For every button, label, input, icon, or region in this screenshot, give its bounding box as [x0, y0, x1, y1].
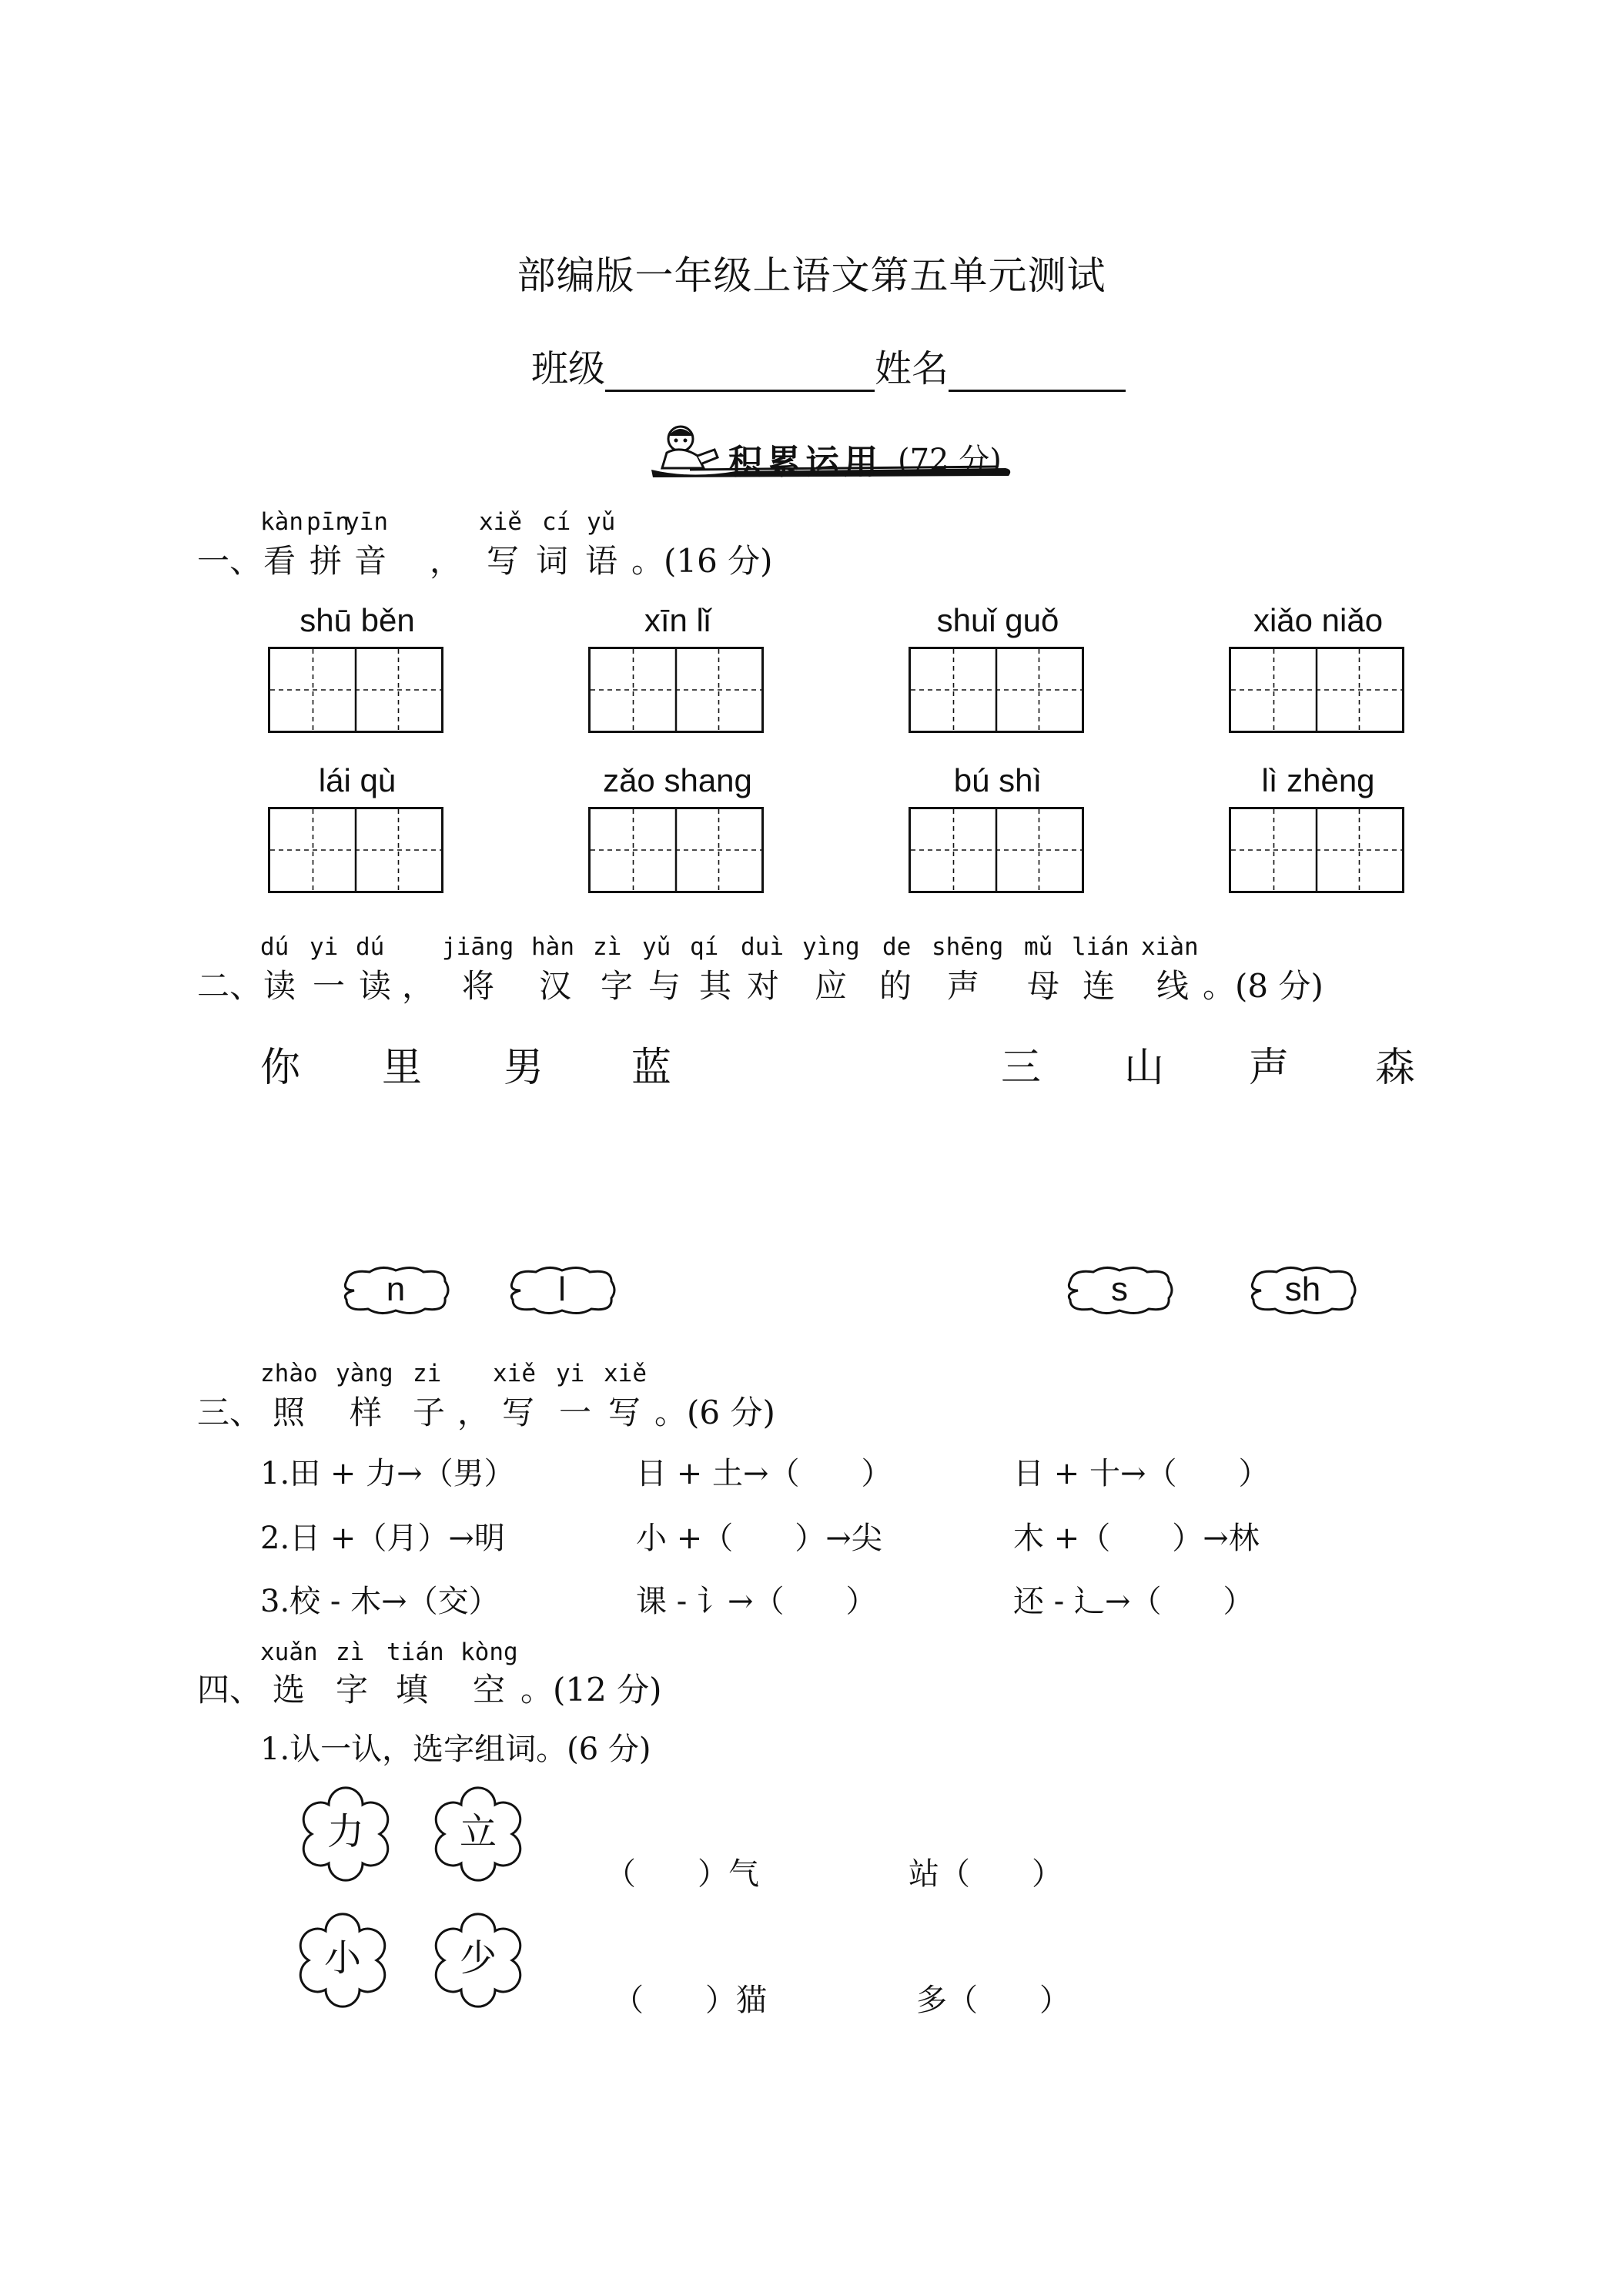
example-item: 2.日 +（月）→明	[260, 1521, 505, 1556]
fill-item[interactable]: 日 + 十→（ ）	[1013, 1456, 1270, 1491]
q1-pinyin: cí	[542, 508, 571, 536]
banner-score: (72 分)	[898, 443, 1002, 478]
flower-char: 小	[323, 1936, 361, 1980]
fill-item[interactable]: 小 +（ ）→尖	[636, 1521, 882, 1556]
q4-pinyin: kòng	[460, 1638, 518, 1666]
q1-word-pinyin: xiǎo niǎo	[1253, 602, 1384, 638]
q2-pinyin: xiàn	[1141, 933, 1199, 961]
q3-char: 一	[559, 1394, 592, 1431]
q4-char: 空	[473, 1671, 506, 1709]
match-char[interactable]: 三	[1001, 1045, 1042, 1091]
match-char[interactable]: 山	[1124, 1045, 1165, 1091]
q2-pinyin: lián	[1072, 933, 1129, 961]
q2-char: 与	[648, 967, 681, 1005]
q2-char: 汉	[539, 967, 572, 1005]
q2-char: 读	[359, 967, 392, 1005]
q3-points: 。(6 分)	[654, 1394, 775, 1431]
q2-char: 线	[1156, 967, 1190, 1005]
q1-char: 音	[354, 542, 387, 580]
q4-char: 字	[336, 1671, 369, 1709]
q2-pinyin: qí	[690, 933, 719, 961]
char-flower[interactable]	[430, 1786, 527, 1882]
fill-item[interactable]: 课 - 讠→（ ）	[636, 1584, 877, 1619]
q1-word-pinyin: bú shì	[953, 762, 1042, 798]
q2-pinyin: yǔ	[642, 933, 671, 961]
q2-char: 对	[747, 967, 780, 1005]
char-flower[interactable]	[430, 1913, 527, 2008]
match-char[interactable]: 男	[504, 1045, 544, 1091]
writing-grid[interactable]	[1229, 807, 1404, 893]
writing-grid[interactable]	[268, 807, 443, 893]
q1-pinyin: pīn	[306, 508, 350, 536]
class-blank[interactable]	[605, 350, 875, 392]
writing-grid[interactable]	[909, 647, 1084, 733]
q1-word-pinyin: lì zhèng	[1261, 762, 1375, 798]
q4-char: 选	[273, 1671, 306, 1709]
q2-number: 二、	[197, 967, 263, 1005]
initial-bubble[interactable]	[1246, 1263, 1360, 1318]
q1-char: 看	[263, 542, 296, 580]
q2-char: 字	[601, 967, 634, 1005]
q4-subquestion: 1.认一认，选字组词。(6 分)	[260, 1732, 651, 1767]
initial-label: n	[386, 1270, 406, 1308]
q3-pinyin: yi	[556, 1360, 585, 1387]
flower-char: 少	[459, 1936, 497, 1980]
initial-label: l	[558, 1270, 566, 1308]
child-mascot-icon	[662, 427, 718, 468]
q2-char: 母	[1027, 967, 1060, 1005]
initial-bubble[interactable]	[505, 1263, 619, 1318]
q2-pinyin: zì	[593, 933, 622, 961]
q2-pinyin: hàn	[531, 933, 574, 961]
q2-char: 的	[879, 967, 912, 1005]
q3-pinyin: yàng	[336, 1360, 393, 1387]
q2-points: 。(8 分)	[1203, 967, 1323, 1005]
q2-pinyin: dú	[260, 933, 289, 961]
writing-grid[interactable]	[588, 807, 764, 893]
writing-grid[interactable]	[268, 647, 443, 733]
class-label: 班级	[531, 347, 606, 390]
q3-pinyin: zi	[413, 1360, 442, 1387]
q3-char: 样	[350, 1394, 383, 1431]
flower-char: 力	[326, 1810, 364, 1853]
match-char[interactable]: 声	[1249, 1045, 1290, 1091]
fill-item[interactable]: 木 +（ ）→林	[1013, 1521, 1260, 1556]
q1-number: 一、	[197, 542, 263, 580]
q1-word-pinyin: xīn lǐ	[644, 602, 711, 638]
word-blank[interactable]: （ ）猫	[613, 1983, 767, 2018]
q2-char: 其	[699, 967, 732, 1005]
match-char[interactable]: 森	[1375, 1045, 1416, 1091]
q1-word-pinyin: zǎo shang	[603, 762, 752, 798]
q2-char: 一	[313, 967, 346, 1005]
word-blank[interactable]: 站（ ）	[909, 1856, 1062, 1892]
q3-pinyin: zhào	[260, 1360, 318, 1387]
q2-char: 声	[947, 967, 980, 1005]
writing-grid[interactable]	[1229, 647, 1404, 733]
q1-char: 写	[487, 542, 520, 580]
q1-pinyin: yīn	[345, 508, 388, 536]
banner-label: 积累运用	[728, 443, 882, 482]
q4-char: 填	[396, 1671, 429, 1709]
q3-char: 照	[273, 1394, 306, 1431]
q3-pinyin: xiě	[493, 1360, 536, 1387]
q2-pinyin: yìng	[802, 933, 860, 961]
q2-char: 应	[815, 967, 848, 1005]
q1-pinyin: xiě	[479, 508, 522, 536]
q4-points: 。(12 分)	[520, 1671, 662, 1709]
q3-number: 三、	[197, 1394, 263, 1431]
initial-bubble[interactable]	[339, 1263, 453, 1318]
q1-char: 词	[536, 542, 569, 580]
word-blank[interactable]: （ ）气	[605, 1856, 759, 1892]
q2-char: 连	[1083, 967, 1116, 1005]
example-item: 3.校 - 木→（交）	[260, 1584, 500, 1619]
q2-pinyin: de	[882, 933, 912, 961]
q4-number: 四、	[197, 1671, 263, 1709]
q2-pinyin: duì	[741, 933, 784, 961]
fill-item[interactable]: 日 + 土→（ ）	[636, 1456, 892, 1491]
section-banner	[644, 422, 1021, 484]
q3-char: 子	[413, 1394, 446, 1431]
q2-pinyin: jiāng	[442, 933, 514, 961]
char-flower[interactable]	[297, 1786, 394, 1882]
fill-item[interactable]: 还 - 辶→（ ）	[1013, 1584, 1254, 1619]
q1-word-pinyin: shū běn	[300, 602, 415, 638]
q2-pinyin: dú	[356, 933, 385, 961]
match-char[interactable]: 你	[260, 1045, 301, 1091]
q2-pinyin: shēng	[932, 933, 1004, 961]
initial-bubble[interactable]	[1062, 1263, 1176, 1318]
q1-char: 语	[585, 542, 618, 580]
q3-char: 写	[608, 1394, 641, 1431]
q2-pinyin: yi	[310, 933, 339, 961]
word-blank[interactable]: 多（ ）	[916, 1983, 1070, 2018]
q4-pinyin: zì	[336, 1638, 365, 1666]
q4-pinyin: tián	[387, 1638, 444, 1666]
q1-pinyin: yǔ	[587, 508, 616, 536]
match-char[interactable]: 蓝	[631, 1045, 672, 1091]
q3-char: 写	[502, 1394, 535, 1431]
match-char[interactable]: 里	[382, 1045, 423, 1091]
q2-pinyin: mǔ	[1024, 933, 1053, 961]
q2-char: ，	[402, 967, 435, 1005]
q4-pinyin: xuǎn	[260, 1638, 318, 1666]
q1-word-pinyin: lái qù	[318, 762, 397, 798]
q3-char: ，	[457, 1394, 490, 1431]
page-title: 部编版一年级上语文第五单元测试	[517, 253, 1106, 298]
example-item: 1.田 + 力→（男）	[260, 1456, 515, 1491]
writing-grid[interactable]	[909, 807, 1084, 893]
writing-grid[interactable]	[588, 647, 764, 733]
name-blank[interactable]	[949, 350, 1126, 392]
name-label: 姓名	[875, 347, 949, 390]
initial-label: s	[1111, 1270, 1128, 1308]
q1-char: 拼	[310, 542, 343, 580]
q1-word-pinyin: shuǐ guǒ	[936, 602, 1059, 638]
q1-pinyin: kàn	[260, 508, 303, 536]
q2-char: 将	[462, 967, 495, 1005]
initial-label: sh	[1284, 1270, 1321, 1308]
char-flower[interactable]	[294, 1913, 391, 2008]
q3-pinyin: xiě	[604, 1360, 647, 1387]
q2-char: 读	[263, 967, 296, 1005]
flower-char: 立	[459, 1810, 497, 1853]
q1-char: ，	[430, 542, 463, 580]
q1-points: 。(16 分)	[631, 542, 773, 580]
class-name-line	[531, 339, 1126, 392]
